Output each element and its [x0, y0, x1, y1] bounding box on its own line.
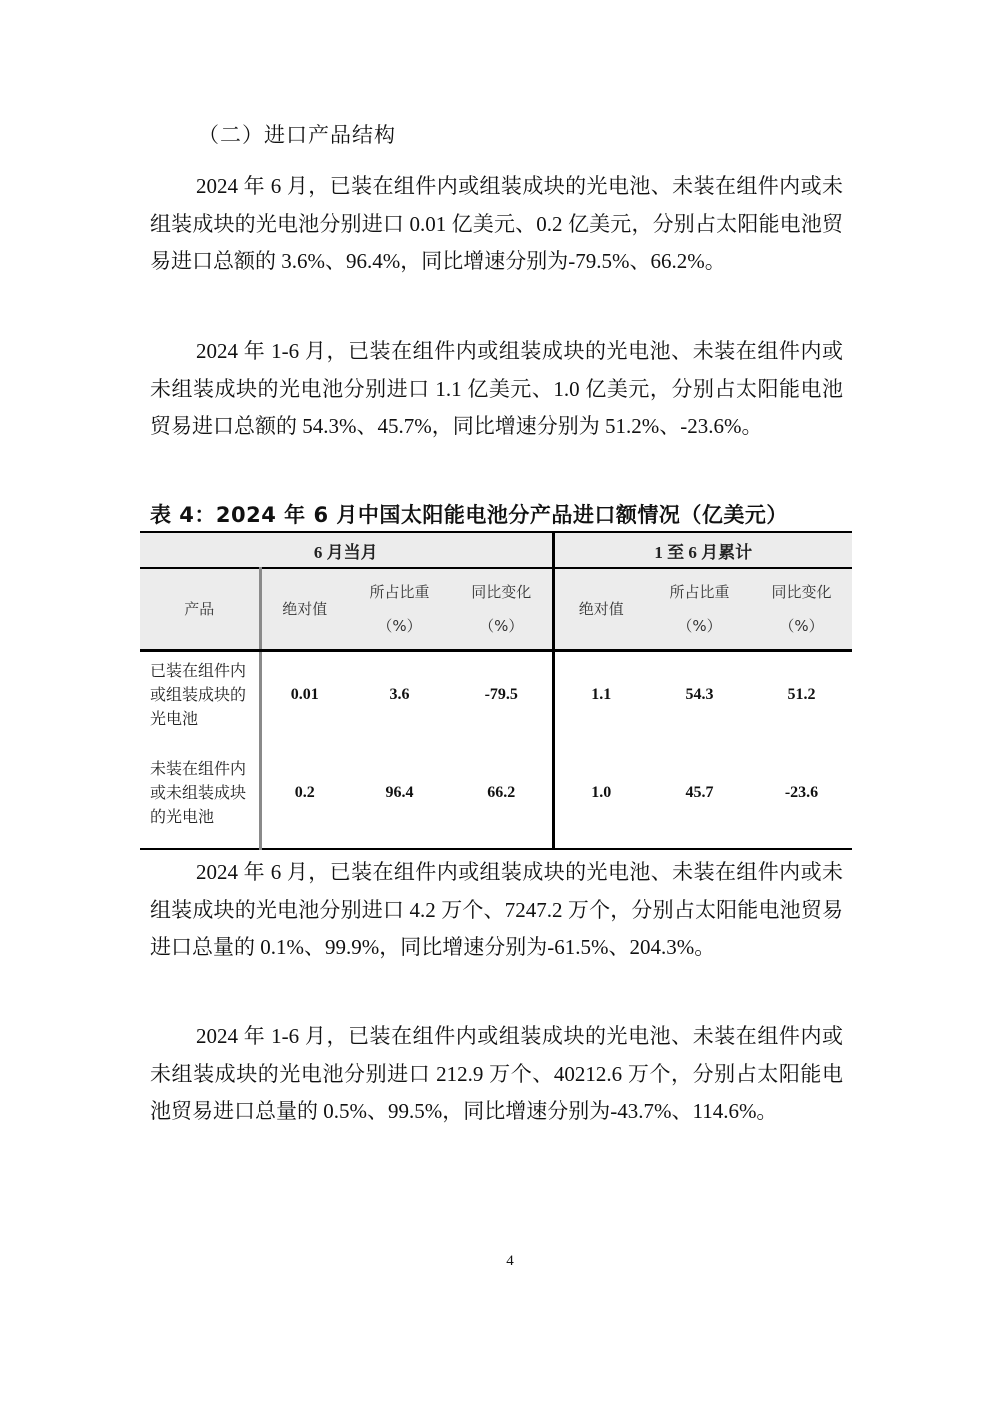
cell-ytd-share: 45.7: [648, 738, 751, 849]
col-header-ytd-yoy: 同比变化 （%）: [751, 568, 852, 651]
paragraph-h1-import-volume: 2024 年 1-6 月，已装在组件内或组装成块的光电池、未装在组件内或未组装成块的光电池分别进口 212.9 万个、40212.6 万个，分别占太阳能电池贸易进口总量的 0.5%、99.5%，同比增速分别为-43.7%、114.6%。: [150, 1024, 843, 1123]
table-row: [140, 738, 852, 849]
cell-ytd-value: 1.0: [553, 738, 648, 849]
page-number: 4: [506, 1253, 514, 1269]
cell-month-yoy: 66.2: [451, 738, 553, 849]
col-header-month-share: 所占比重 （%）: [348, 568, 451, 651]
table-row: [140, 651, 852, 739]
col-header-ytd-value: 绝对值: [553, 568, 648, 651]
paragraph-june-import-value: 2024 年 6 月，已装在组件内或组装成块的光电池、未装在组件内或未组装成块的光电池分别进口 0.01 亿美元、0.2 亿美元，分别占太阳能电池贸易进口总额的 3.6%、96.4%，同比增速分别为-79.5%、66.2%。: [150, 174, 843, 273]
paragraph-h1-import-value: 2024 年 1-6 月，已装在组件内或组装成块的光电池、未装在组件内或未组装成块的光电池分别进口 1.1 亿美元、1.0 亿美元，分别占太阳能电池贸易进口总额的 54.3%、45.7%，同比增速分别为 51.2%、-23.6%。: [150, 339, 843, 438]
table-group-header-row: [140, 532, 852, 568]
col-header-month-yoy: 同比变化 （%）: [451, 568, 553, 651]
paragraph-june-import-volume: 2024 年 6 月，已装在组件内或组装成块的光电池、未装在组件内或未组装成块的光电池分别进口 4.2 万个、7247.2 万个，分别占太阳能电池贸易进口总量的 0.1%、99.9%，同比增速分别为-61.5%、204.3%。: [150, 860, 843, 959]
cell-ytd-yoy: 51.2: [787, 686, 816, 703]
cell-month-yoy: -79.5: [451, 651, 553, 739]
cell-month-share: 3.6: [389, 686, 410, 703]
table-column-header-row: [140, 568, 852, 651]
group-header-june: 6 月当月: [140, 532, 553, 568]
cell-ytd-value: 1.1: [591, 686, 612, 703]
cell-month-share: 96.4: [348, 738, 451, 849]
row-product: 已装在组件内或组装成块的光电池: [140, 651, 260, 739]
cell-month-value: 0.2: [260, 738, 348, 849]
group-header-h1: 1 至 6 月累计: [553, 532, 852, 568]
col-header-month-value: 绝对值: [260, 568, 348, 651]
import-value-table: [140, 531, 852, 850]
section-heading: （二）进口产品结构: [198, 123, 396, 147]
cell-ytd-yoy: -23.6: [751, 738, 852, 849]
table-caption: 表 4：2024 年 6 月中国太阳能电池分产品进口额情况（亿美元）: [150, 503, 788, 527]
cell-ytd-share: 54.3: [685, 686, 714, 703]
col-header-ytd-share: 所占比重 （%）: [648, 568, 751, 651]
row-product: 未装在组件内或未组装成块的光电池: [140, 738, 260, 849]
col-header-product: 产品: [140, 568, 260, 651]
cell-month-value: 0.01: [290, 686, 319, 703]
